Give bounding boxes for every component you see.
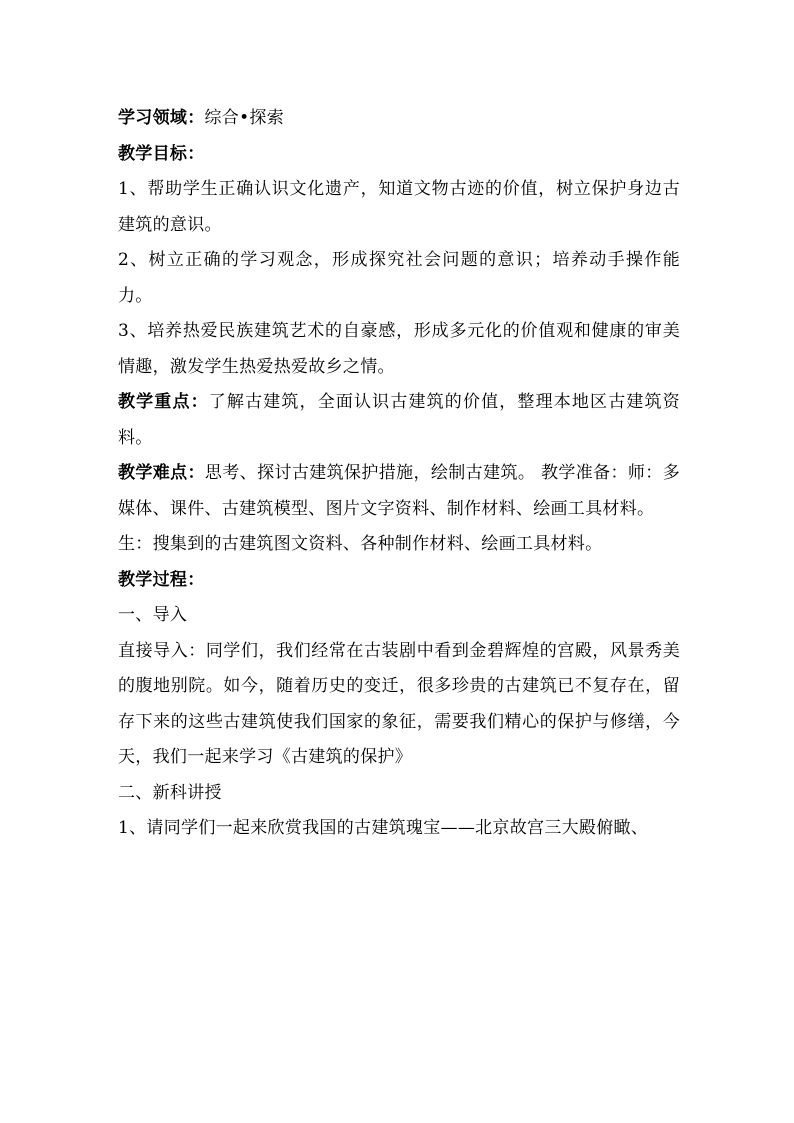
- difficulties-line: [118, 456, 680, 527]
- objective-item-2: 2、树立正确的学习观念，形成探究社会问题的意识；培养动手操作能力。: [118, 250, 680, 306]
- key-points-line: [118, 385, 680, 456]
- process-heading: 教学过程：: [118, 569, 205, 590]
- learning-domain-value: 综合•探索: [204, 108, 285, 128]
- learning-domain-line: [118, 101, 680, 137]
- section-1-text: 直接导入：同学们，我们经常在古装剧中看到金碧辉煌的宫殿，风景秀美的腹地别院。如今，随着历史的变迁，很多珍贵的古建筑已不复存在，留存下来的这些古建筑使我们国家的象征，需要我们精心的保护与修缮，今天，我们一起来学习《古建筑的保护》: [118, 640, 680, 767]
- document-body: [118, 101, 680, 847]
- difficulties-label: 教学难点：: [118, 463, 205, 483]
- key-points-text: 了解古建筑，全面认识古建筑的价值，整理本地区古建筑资料。: [118, 392, 680, 448]
- objectives-heading: 教学目标：: [118, 143, 205, 164]
- difficulties-text: 思考、探讨古建筑保护措施，绘制古建筑。 教学准备：师：多媒体、课件、古建筑模型、图片文字资料、制作材料、绘画工具材料。: [118, 463, 680, 519]
- key-points-label: 教学重点：: [118, 392, 209, 412]
- learning-domain-label: 学习领域：: [118, 108, 205, 128]
- section-2-heading: 二、新科讲授: [118, 782, 222, 803]
- student-prep-line: 生：搜集到的古建筑图文资料、各种制作材料、绘画工具材料。: [118, 534, 603, 554]
- objective-item-1: 1、帮助学生正确认识文化遗产，知道文物古迹的价值，树立保护身边古建筑的意识。: [118, 179, 680, 235]
- section-2-text: 1、请同学们一起来欣赏我国的古建筑瑰宝——北京故宫三大殿俯瞰、: [118, 818, 649, 838]
- section-1-heading: 一、导入: [118, 605, 188, 625]
- objective-item-3: 3、培养热爱民族建筑艺术的自豪感，形成多元化的价值观和健康的审美情趣，激发学生热爱热爱故乡之情。: [118, 321, 680, 377]
